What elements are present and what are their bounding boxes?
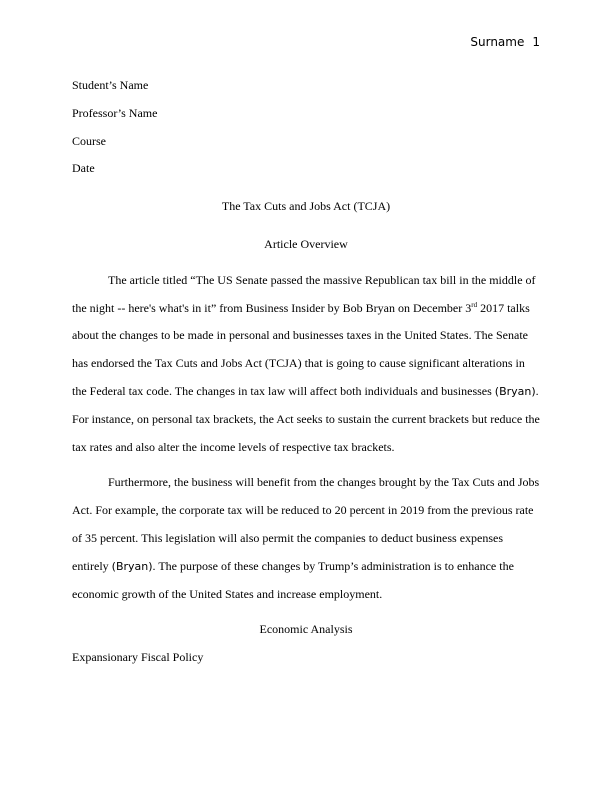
paragraph2-text-b: . The purpose of these changes by Trump’s administration is to enhance the economic growth of the United States and increase employment. bbox=[72, 558, 514, 601]
header-page-number: 1 bbox=[532, 35, 540, 49]
paragraph1-superscript: rd bbox=[471, 300, 478, 309]
paragraph2-text-a: Furthermore, the business will benefit from the changes brought by the Tax Cuts and Jobs Act. For example, the corporate tax will be reduced to 20 percent in 2019 from the previous rate of 35 percent. This legislation will also permit the companies to deduct business expenses entirely bbox=[72, 475, 540, 573]
course: Course bbox=[72, 133, 106, 148]
date: Date bbox=[72, 161, 95, 176]
professor-name: Professor’s Name bbox=[72, 105, 158, 120]
paragraph2-citation: (Bryan) bbox=[111, 559, 153, 573]
header-surname: Surname bbox=[470, 35, 525, 49]
document-body bbox=[72, 72, 540, 672]
subheading-expansionary-fiscal-policy: Expansionary Fiscal Policy bbox=[72, 650, 204, 665]
running-header bbox=[470, 34, 540, 50]
paragraph1-text-b: 2017 talks about the changes to be made in personal and businesses taxes in the United States. The Senate has endorsed the Tax Cuts and Jobs Act (TCJA) that is going to cause significant alterations in the Federal tax code. The changes in tax law will affect both individuals and businesses bbox=[72, 300, 530, 398]
paragraph1-text-a: The article titled “The US Senate passed the massive Republican tax bill in the middle of the night -- here's what's in it” from Business Insider by Bob Bryan on December 3 bbox=[72, 272, 536, 315]
document-title: The Tax Cuts and Jobs Act (TCJA) bbox=[221, 199, 391, 214]
paragraph-article-overview-1 bbox=[72, 267, 540, 462]
paragraph1-citation: (Bryan) bbox=[494, 384, 536, 398]
section-heading-economic-analysis: Economic Analysis bbox=[259, 622, 353, 637]
paragraph-article-overview-2 bbox=[72, 469, 540, 608]
section-heading-article-overview: Article Overview bbox=[264, 236, 348, 251]
student-name: Student’s Name bbox=[72, 78, 149, 92]
paragraph1-text-c: . For instance, on personal tax brackets, the Act seeks to sustain the current brackets but reduce the tax rates and also alter the income levels of respective tax brackets. bbox=[72, 383, 540, 454]
